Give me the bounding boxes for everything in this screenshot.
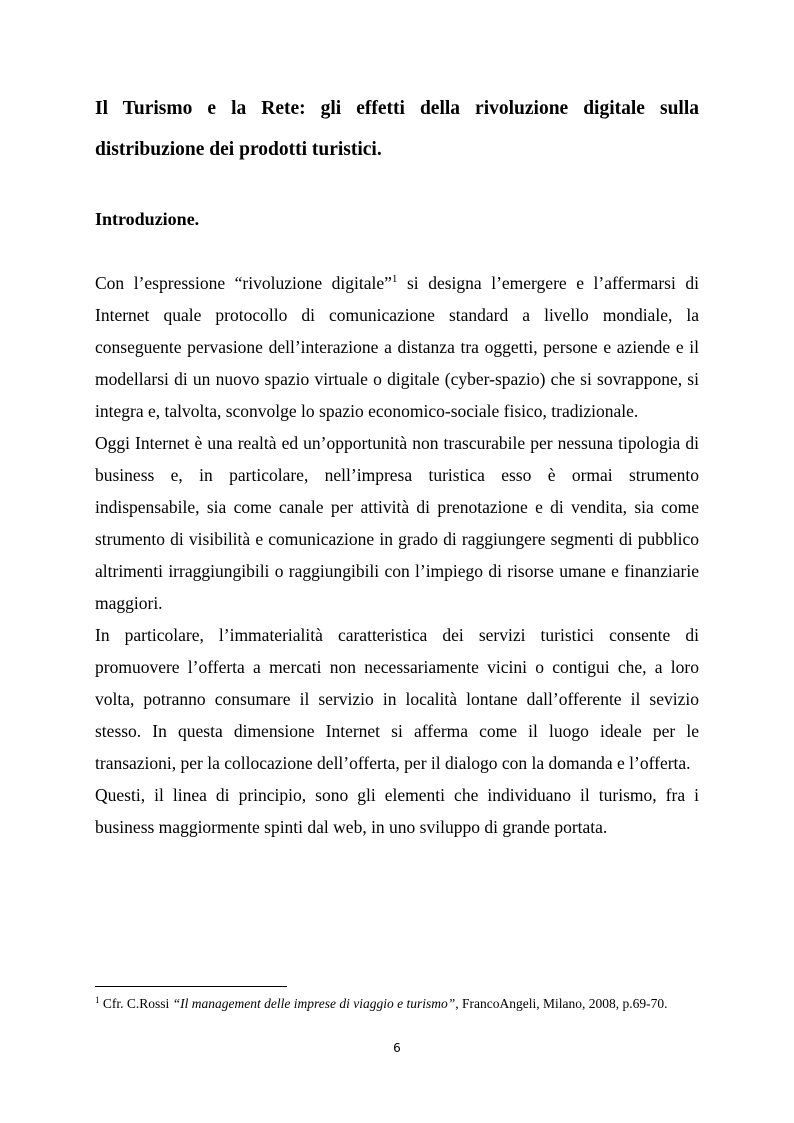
footnote-reference: 1 <box>391 273 398 285</box>
footnote-suffix: , FrancoAngeli, Milano, 2008, p.69-70. <box>455 996 668 1011</box>
paragraph-2: Oggi Internet è una realtà ed un’opportunità non trascurabile per nessuna tipologia di business e, in particolare, nell’impresa turistica esso è ormai strumento indispensabile, sia come canale per attività di prenotazione e di vendita, sia come strumento di visibilità e comunicazione in grado di raggiungere segmenti di pubblico altrimenti irraggiungibili o raggiungibili con l’impiego di risorse umane e finanziarie maggiori. <box>95 433 699 613</box>
page-number: 6 <box>393 1041 401 1055</box>
body-text <box>95 267 699 843</box>
footnote-prefix: Cfr. C.Rossi <box>99 996 173 1011</box>
footnote-work-title: “Il management delle imprese di viaggio e turismo” <box>172 996 456 1011</box>
paragraph-4: Questi, il linea di principio, sono gli elementi che individuano il turismo, fra i business maggiormente spinti dal web, in uno sviluppo di grande portata. <box>95 785 699 837</box>
paragraph-1 <box>95 267 699 427</box>
footnote <box>95 995 699 1012</box>
footnote-number: 1 <box>95 995 100 1005</box>
paragraph-3: In particolare, l’immaterialità caratteristica dei servizi turistici consente di promuovere l’offerta a mercati non necessariamente vicini o contigui che, a loro volta, potranno consumare il servizio in località lontane dall’offerente il sevizio stesso. In questa dimensione Internet si afferma come il luogo ideale per le transazioni, per la collocazione dell’offerta, per il dialogo con la domanda e l’offerta. <box>95 625 699 773</box>
chapter-title: Il Turismo e la Rete: gli effetti della rivoluzione digitale sulla distribuzione dei prodotti turistici. <box>95 98 699 160</box>
paragraph-1-text-before-ref: Con l’espressione “rivoluzione digitale” <box>95 273 392 293</box>
section-heading: Introduzione. <box>95 209 200 229</box>
footnote-separator <box>95 986 287 987</box>
paragraph-1-text-after-ref: si designa l’emergere e l’affermarsi di Internet quale protocollo di comunicazione standard a livello mondiale, la conseguente pervasione dell’interazione a distanza tra oggetti, persone e aziende e il modellarsi di un nuovo spazio virtuale o digitale (cyber-spazio) che si sovrappone, si integra e, talvolta, sconvolge lo spazio economico-sociale fisico, tradizionale. <box>95 273 699 421</box>
